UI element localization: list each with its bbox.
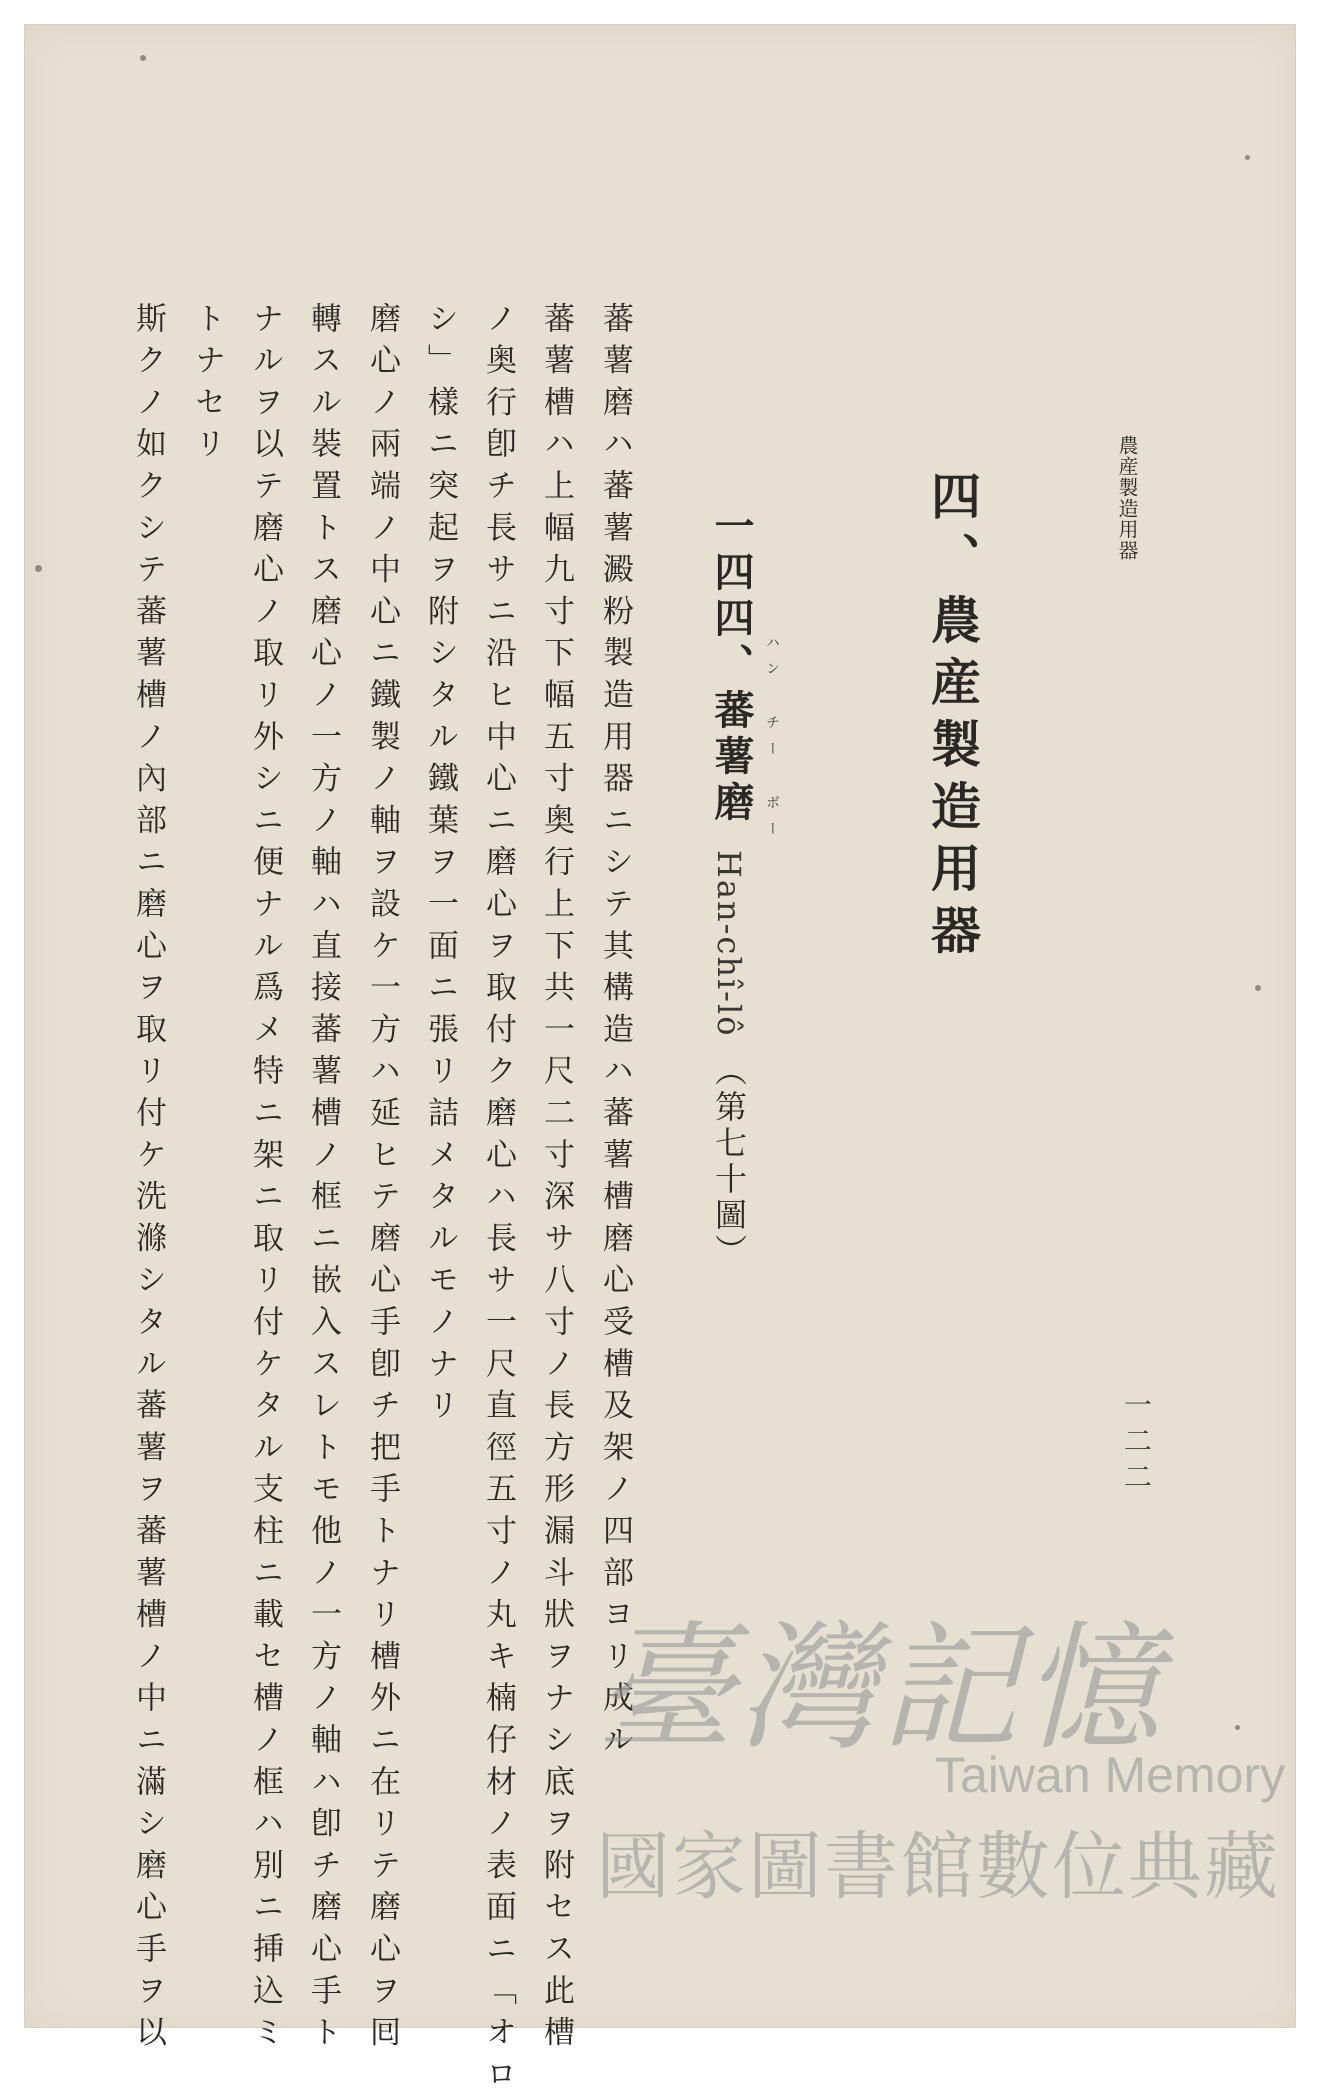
body-line: ノ奥行卽チ長サニ沿ヒ中心ニ磨心ヲ取付ク磨心ハ長サ一尺直徑五寸ノ丸キ楠仔材ノ表面ニ「オロ	[480, 302, 516, 2099]
watermark-english: Taiwan Memory	[935, 1747, 1286, 1803]
body-line: 斯クノ如クシテ蕃薯槽ノ內部ニ磨心ヲ取リ付ケ洗滌シタル蕃薯ヲ蕃薯槽ノ中ニ滿シ磨心手ヲ以	[130, 302, 166, 2058]
watermark-institution: 國家圖書館數位典藏	[596, 1824, 1280, 1910]
paper-speck	[140, 55, 146, 61]
body-line: トナセリ	[189, 302, 225, 470]
watermark-logo: 臺灣記憶	[596, 1608, 1165, 1769]
section-title: 四、農産製造用器	[923, 470, 982, 966]
body-line: 轉スル裝置トス磨心ノ一方ノ軸ハ直接蕃薯槽ノ框ニ嵌入スレトモ他ノ一方ノ軸ハ卽チ磨心手ト	[305, 302, 341, 2058]
entry-romanized	[678, 850, 748, 1038]
entry-heading: 一四四、蕃薯磨	[708, 505, 755, 827]
body-line: 蕃薯槽ハ上幅九寸下幅五寸奥行上下共一尺二寸深サ八寸ノ長方形漏斗狀ヲナシ底ヲ附セス此槽	[538, 302, 574, 2058]
entry-reading: ハン チー ボー	[764, 635, 780, 847]
paper-speck	[1245, 155, 1250, 160]
body-line: 磨心ノ兩端ノ中心ニ鐵製ノ軸ヲ設ケ一方ハ延ヒテ磨心手卽チ把手トナリ槽外ニ在リテ磨心ヲ囘	[364, 302, 400, 2058]
figure-reference: （第七十圖）	[710, 1054, 748, 1270]
running-title: 農産製造用器	[1115, 435, 1139, 561]
paper-speck	[1255, 985, 1261, 991]
page-number: 一二二	[1120, 1390, 1153, 1498]
body-line: ナルヲ以テ磨心ノ取リ外シニ便ナル爲メ特ニ架ニ取リ付ケタル支柱ニ載セ槽ノ框ハ別ニ挿込ミ	[247, 302, 283, 2058]
paper-speck	[35, 565, 42, 572]
body-line: 蕃薯磨ハ蕃薯澱粉製造用器ニシテ其構造ハ蕃薯槽磨心受槽及架ノ四部ヨリ成ル	[597, 302, 633, 1765]
body-line: シ」樣ニ突起ヲ附シタル鐵葉ヲ一面ニ張リ詰メタルモノナリ	[422, 302, 458, 1431]
romanized-text: Han-chî-lô	[710, 850, 748, 1038]
paper-speck	[1235, 1725, 1240, 1730]
